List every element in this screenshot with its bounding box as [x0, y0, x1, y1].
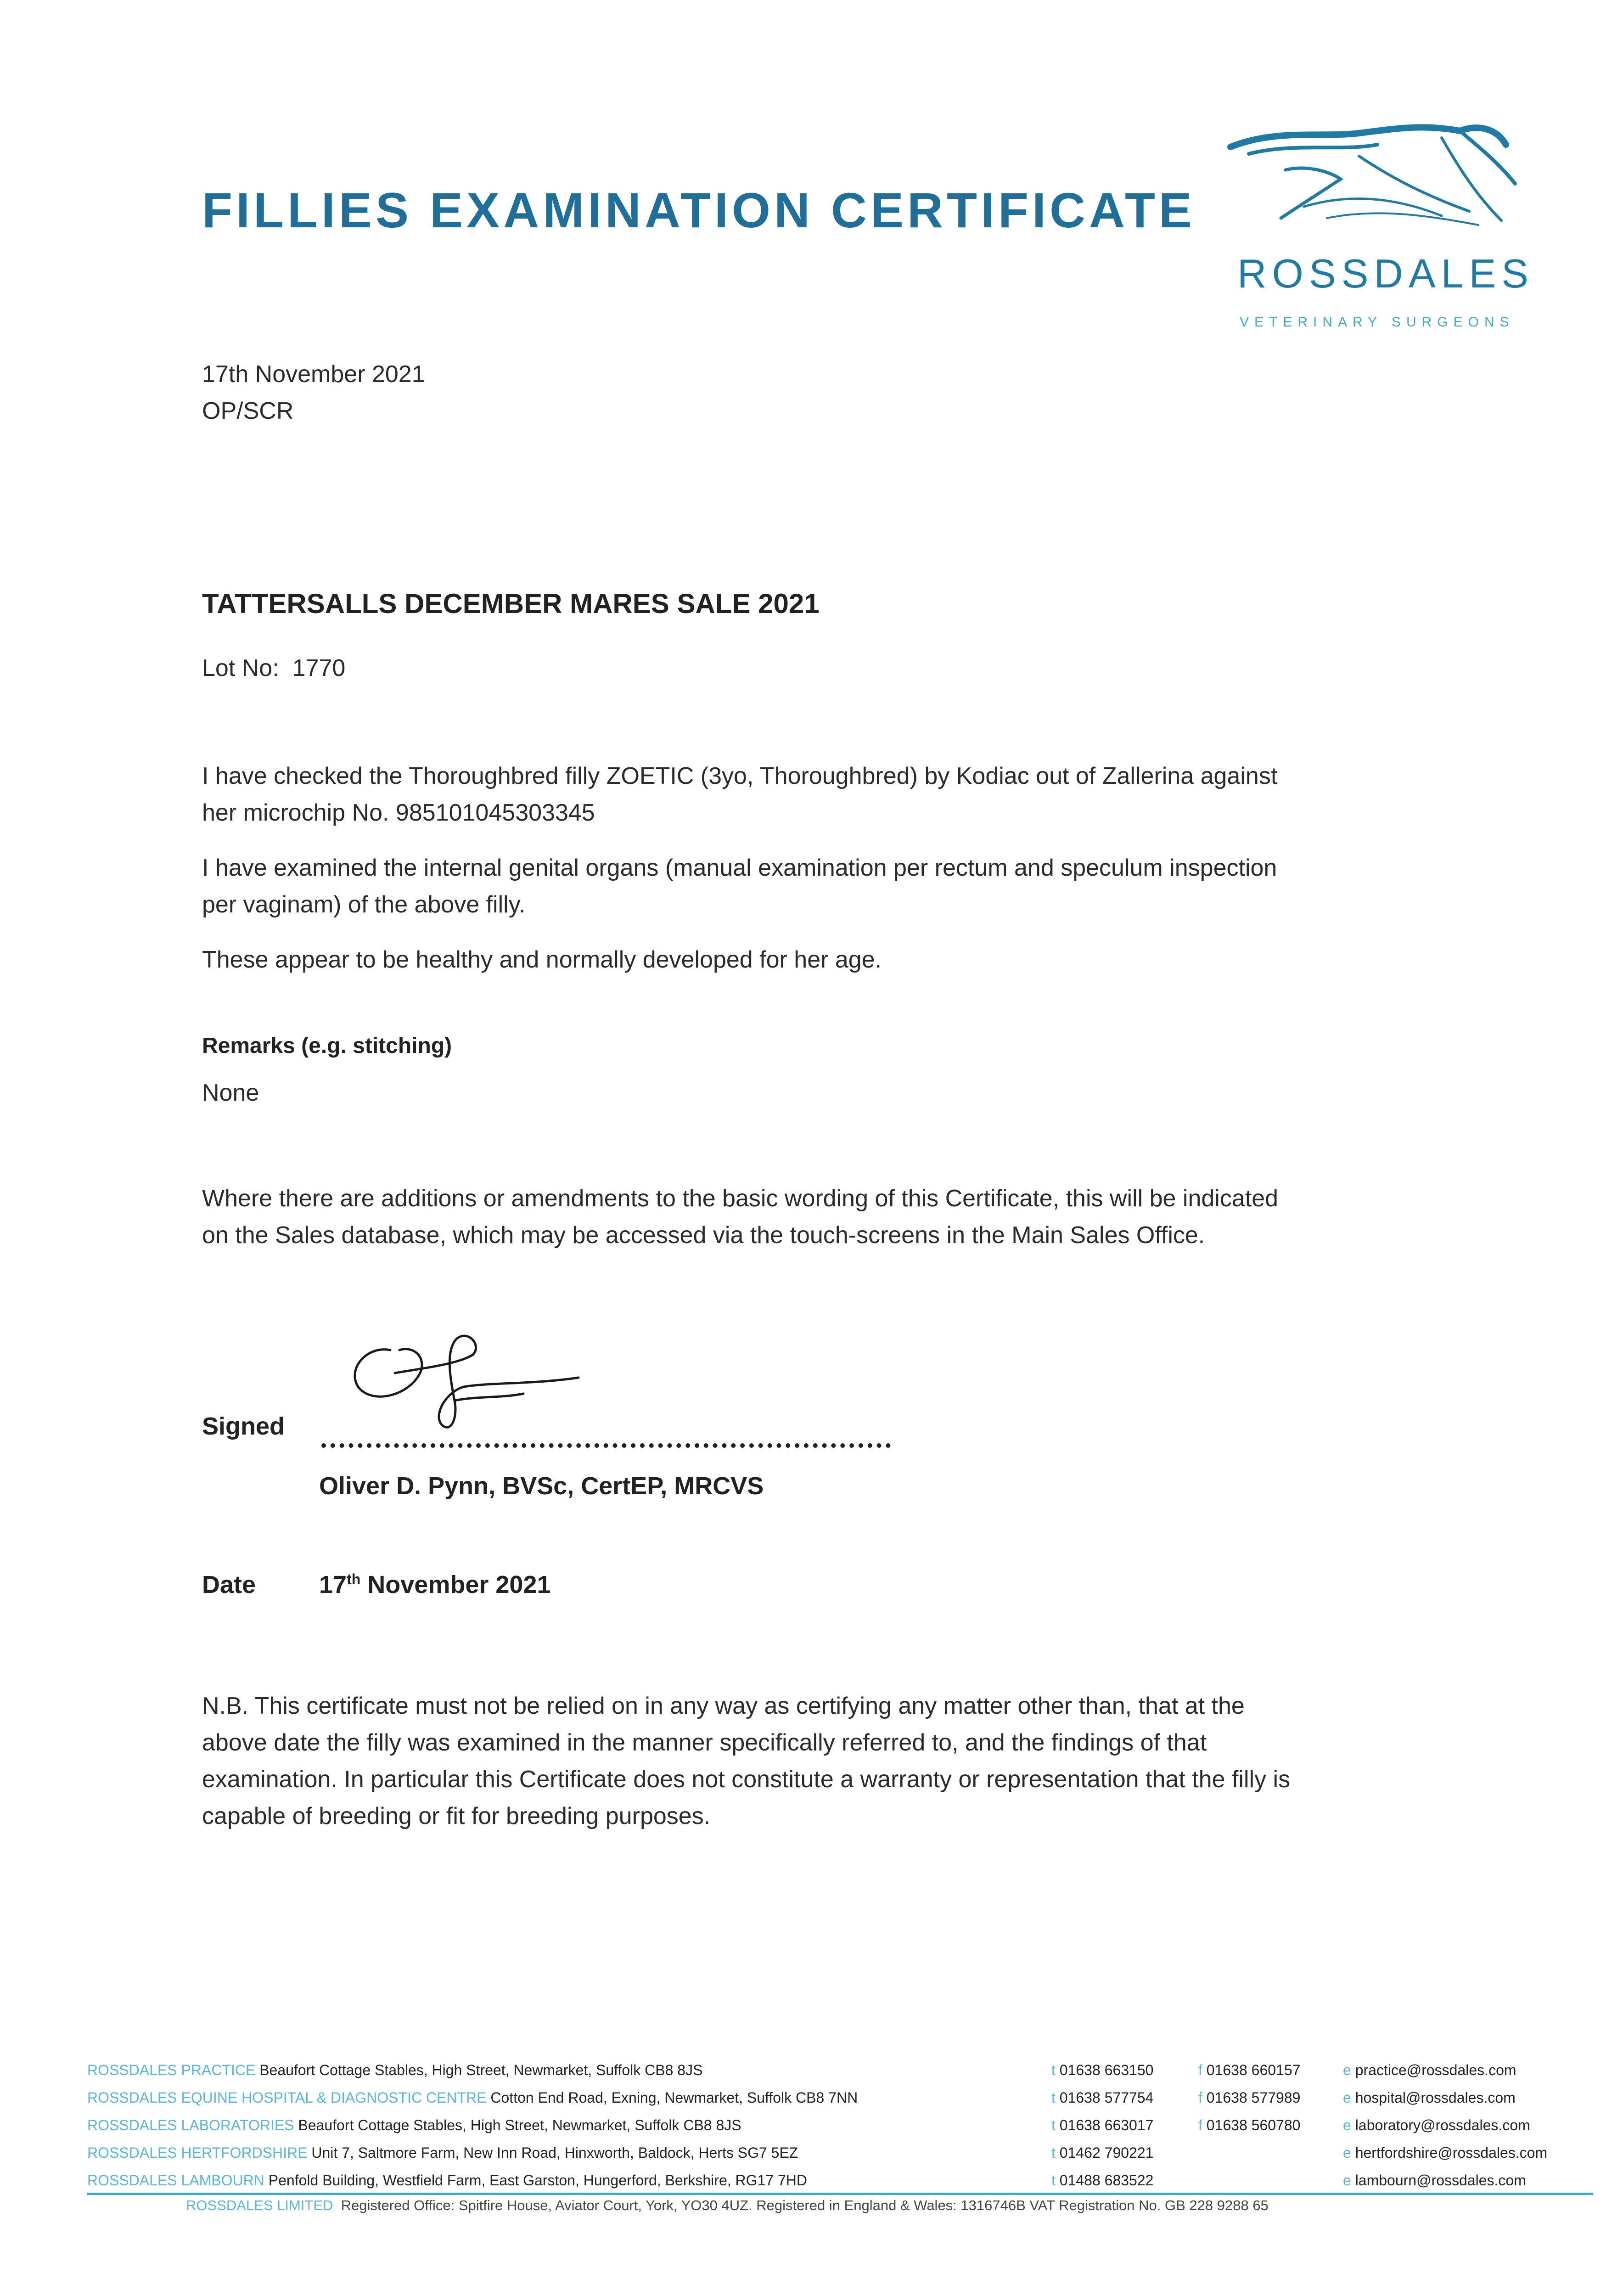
footer-org: ROSSDALES HERTFORDSHIRE — [87, 2144, 308, 2161]
limited-org: ROSSDALES LIMITED — [186, 2197, 333, 2213]
phone-label: t — [1051, 2089, 1056, 2106]
fax-label: f — [1198, 2089, 1202, 2106]
logo-wordmark: ROSSDALES — [1237, 251, 1534, 296]
email-address[interactable]: laboratory@rossdales.com — [1355, 2117, 1530, 2133]
footer-address: Unit 7, Saltmore Farm, New Inn Road, Hinxworth, Baldock, Herts SG7 5EZ — [311, 2144, 798, 2161]
issue-date: 17th November 2021 — [202, 361, 425, 388]
date-day: 17 — [319, 1571, 347, 1598]
email-address[interactable]: practice@rossdales.com — [1355, 2062, 1516, 2078]
footer-address: Penfold Building, Westfield Farm, East Garston, Hungerford, Berkshire, RG17 7HD — [268, 2172, 808, 2189]
logo-subtitle: VETERINARY SURGEONS — [1240, 315, 1515, 330]
paragraph-findings: These appear to be healthy and normally developed for her age. — [202, 946, 882, 973]
footer-org: ROSSDALES LABORATORIES — [87, 2117, 294, 2133]
footer-email[interactable] — [1343, 2172, 1526, 2189]
phone-number: 01638 577754 — [1059, 2089, 1154, 2106]
phone-number: 01462 790221 — [1059, 2144, 1154, 2161]
disclaimer-paragraph — [202, 1688, 1488, 1835]
phone-label: t — [1051, 2062, 1056, 2078]
footer-divider — [87, 2193, 1593, 2195]
paragraph-line: per vaginam) of the above filly. — [202, 891, 526, 918]
footer-address: Beaufort Cottage Stables, High Street, Newmarket, Suffolk CB8 8JS — [298, 2117, 741, 2133]
footer-org: ROSSDALES LAMBOURN — [87, 2172, 264, 2189]
limited-text: Registered Office: Spitfire House, Aviator Court, York, YO30 4UZ. Registered in England & Wales: 1316746B VAT Registration No. GB 228 9288 65 — [341, 2197, 1269, 2213]
footer-email[interactable] — [1343, 2144, 1547, 2161]
paragraph-line: I have checked the Thoroughbred filly ZOETIC (3yo, Thoroughbred) by Kodiac out of Zallerina against — [202, 763, 1278, 789]
email-address[interactable]: lambourn@rossdales.com — [1355, 2172, 1526, 2189]
paragraph-examination — [202, 850, 1442, 923]
footer-fax — [1198, 2089, 1300, 2106]
fax-number: 01638 560780 — [1206, 2117, 1301, 2133]
phone-number: 01638 663017 — [1059, 2117, 1154, 2133]
remarks-value: None — [202, 1080, 259, 1106]
phone-number: 01488 683522 — [1059, 2172, 1154, 2189]
footer-phone — [1051, 2089, 1153, 2106]
lot-number-line — [202, 650, 345, 687]
email-address[interactable]: hertfordshire@rossdales.com — [1355, 2144, 1548, 2161]
email-address[interactable]: hospital@rossdales.com — [1355, 2089, 1516, 2106]
email-label: e — [1343, 2062, 1351, 2078]
lot-label: Lot No: — [202, 655, 279, 681]
date-rest: November 2021 — [360, 1571, 551, 1598]
paragraph-line: on the Sales database, which may be accessed via the touch-screens in the Main Sales Office. — [202, 1222, 1205, 1249]
fax-label: f — [1198, 2062, 1202, 2078]
date-suffix: th — [347, 1571, 361, 1587]
paragraph-line: examination. In particular this Certificate does not constitute a warranty or representation that the filly is — [202, 1766, 1291, 1793]
footer-org: ROSSDALES EQUINE HOSPITAL & DIAGNOSTIC CENTRE — [87, 2089, 487, 2106]
remarks-label: Remarks (e.g. stitching) — [202, 1034, 452, 1058]
paragraph-identity — [202, 758, 1442, 831]
footer-address: Cotton End Road, Exning, Newmarket, Suffolk CB8 7NN — [490, 2089, 858, 2106]
email-label: e — [1343, 2144, 1351, 2161]
footer-address-row — [87, 2117, 741, 2134]
paragraph-line: N.B. This certificate must not be relied on in any way as certifying any matter other than, that at the — [202, 1693, 1245, 1719]
paragraph-line: capable of breeding or fit for breeding purposes. — [202, 1803, 711, 1829]
footer-email[interactable] — [1343, 2117, 1530, 2134]
footer-phone — [1051, 2144, 1153, 2161]
footer-fax — [1198, 2117, 1300, 2134]
paragraph-amendments — [202, 1180, 1442, 1254]
footer-org: ROSSDALES PRACTICE — [87, 2062, 256, 2078]
footer-address-row — [87, 2089, 858, 2106]
signature-line — [321, 1439, 891, 1448]
reference-code: OP/SCR — [202, 398, 294, 424]
date-label: Date — [202, 1571, 256, 1598]
company-registration — [186, 2197, 1269, 2214]
signed-date — [319, 1570, 551, 1599]
footer-email[interactable] — [1343, 2062, 1516, 2079]
footer-address-row — [87, 2144, 798, 2161]
certificate-title: FILLIES EXAMINATION CERTIFICATE — [202, 182, 1196, 238]
rossdales-horse-logo — [1221, 119, 1533, 340]
footer-phone — [1051, 2062, 1153, 2079]
fax-number: 01638 577989 — [1206, 2089, 1301, 2106]
fax-label: f — [1198, 2117, 1202, 2133]
footer-address: Beaufort Cottage Stables, High Street, Newmarket, Suffolk CB8 8JS — [259, 2062, 703, 2078]
phone-number: 01638 663150 — [1059, 2062, 1154, 2078]
email-label: e — [1343, 2089, 1351, 2106]
paragraph-line: I have examined the internal genital organs (manual examination per rectum and speculum inspection — [202, 855, 1277, 881]
footer-phone — [1051, 2172, 1153, 2189]
sale-heading: TATTERSALLS DECEMBER MARES SALE 2021 — [202, 588, 820, 619]
phone-label: t — [1051, 2172, 1056, 2189]
footer-phone — [1051, 2117, 1153, 2134]
paragraph-line: her microchip No. 985101045303345 — [202, 799, 595, 826]
signed-label: Signed — [202, 1412, 285, 1440]
phone-label: t — [1051, 2144, 1056, 2161]
fax-number: 01638 660157 — [1206, 2062, 1301, 2078]
email-label: e — [1343, 2172, 1351, 2189]
phone-label: t — [1051, 2117, 1056, 2133]
handwritten-signature — [340, 1318, 597, 1446]
signatory-name: Oliver D. Pynn, BVSc, CertEP, MRCVS — [319, 1472, 764, 1500]
lot-number: 1770 — [292, 655, 346, 681]
footer-address-row — [87, 2172, 807, 2189]
footer-email[interactable] — [1343, 2089, 1516, 2106]
email-label: e — [1343, 2117, 1351, 2133]
footer-fax — [1198, 2062, 1300, 2079]
paragraph-line: Where there are additions or amendments to the basic wording of this Certificate, this will be indicated — [202, 1185, 1279, 1212]
paragraph-line: above date the filly was examined in the manner specifically referred to, and the findings of that — [202, 1729, 1207, 1756]
footer-address-row — [87, 2062, 702, 2079]
